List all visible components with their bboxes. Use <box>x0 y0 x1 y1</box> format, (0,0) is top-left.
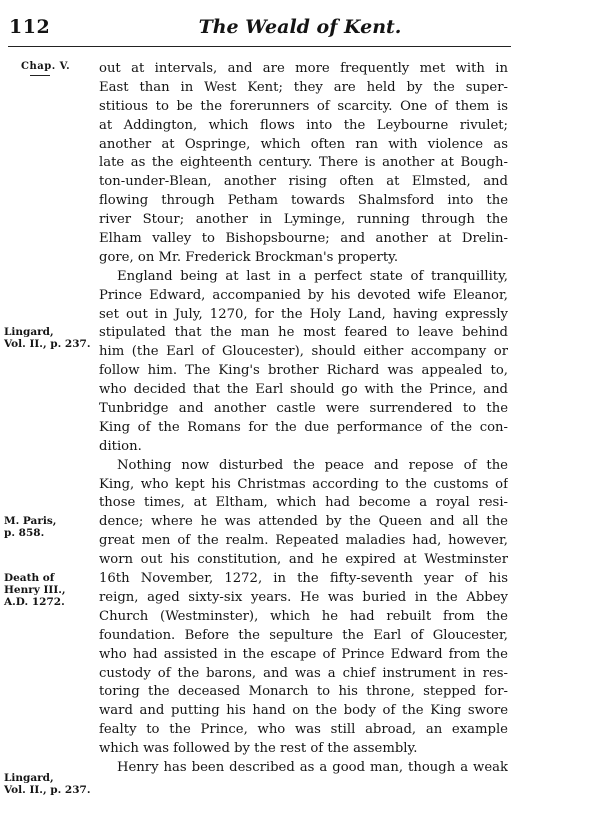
text-line: Elham valley to Bishopsbourne; and another at Drelin- <box>99 231 508 247</box>
margin-note-line: Lingard, <box>4 326 54 338</box>
text-line: stipulated that the man he most feared to leave behind <box>99 325 508 341</box>
text-line: who decided that the Earl should go with the Prince, and <box>99 382 508 398</box>
text-line: him (the Earl of Gloucester), should either accompany or <box>99 344 508 360</box>
text-line: ton-under-Blean, another rising often at Elmsted, and <box>99 174 508 190</box>
chapter-label: Chap. V. <box>21 61 70 76</box>
text-line: those times, at Eltham, which had become a royal resi- <box>99 495 508 511</box>
text-line: Henry has been described as a good man, though a weak <box>117 759 508 775</box>
text-line: follow him. The King's brother Richard was appealed to, <box>99 363 508 379</box>
text-line: late as the eighteenth century. There is another at Bough- <box>99 155 508 171</box>
margin-note-line: p. 858. <box>4 527 45 539</box>
margin-note-line: Vol. II., p. 237. <box>4 784 91 796</box>
margin-note-line: Henry III., <box>4 584 66 596</box>
text-line: dition. <box>99 438 142 454</box>
text-line: King of the Romans for the due performance of the con- <box>99 419 508 435</box>
page-number: 112 <box>9 16 51 38</box>
text-line: fealty to the Prince, who was still abroad, an example <box>99 722 508 738</box>
text-line: foundation. Before the sepulture the Earl of Gloucester, <box>99 627 508 643</box>
text-line: Tunbridge and another castle were surrendered to the <box>99 401 508 417</box>
text-line: Prince Edward, accompanied by his devoted wife Eleanor, <box>99 287 508 303</box>
text-line: who had assisted in the escape of Prince Edward from the <box>99 646 508 662</box>
text-line: reign, aged sixty-six years. He was buried in the Abbey <box>99 589 508 605</box>
text-line: out at intervals, and are more frequently met with in <box>99 61 508 76</box>
text-line: East than in West Kent; they are held by the super- <box>99 79 508 95</box>
text-line: England being at last in a perfect state of tranquillity, <box>117 268 508 284</box>
text-line: toring the deceased Monarch to his throne, stepped for- <box>99 684 508 700</box>
margin-note <box>4 326 91 350</box>
margin-note-line: Death of <box>4 572 55 584</box>
body-text <box>99 60 508 778</box>
text-line: Nothing now disturbed the peace and repose of the <box>117 457 508 473</box>
margin-note-line: Vol. II., p. 237. <box>4 338 91 350</box>
text-line: gore, on Mr. Frederick Brockman's property. <box>99 249 399 265</box>
margin-note-line: Lingard, <box>4 772 54 784</box>
margin-note <box>4 772 91 796</box>
text-line: dence; where he was attended by the Queen and all the <box>99 514 508 530</box>
text-line: river Stour; another in Lyminge, running through the <box>99 212 508 228</box>
running-title: The Weald of Kent. <box>198 16 402 38</box>
text-line: custody of the barons, and was a chief instrument in res- <box>99 665 508 681</box>
margin-note-line: M. Paris, <box>4 515 57 527</box>
text-line: Church (Westminster), which he had rebuilt from the <box>99 608 508 624</box>
text-line: 16th November, 1272, in the fifty-seventh year of his <box>99 571 508 587</box>
text-line: King, who kept his Christmas according to the customs of <box>99 476 508 492</box>
text-line: set out in July, 1270, for the Holy Land, having expressly <box>99 306 508 322</box>
text-line: another at Ospringe, which often ran with violence as <box>99 136 508 152</box>
text-line: great men of the realm. Repeated maladies had, however, <box>99 533 508 549</box>
text-line: ward and putting his hand on the body of the King swore <box>99 703 508 719</box>
text-line: worn out his constitution, and he expired at Westminster <box>99 552 508 568</box>
margin-note-line: A.D. 1272. <box>4 596 65 608</box>
text-line: stitious to be the forerunners of scarcity. One of them is <box>99 98 508 114</box>
text-line: at Addington, which flows into the Leybourne rivulet; <box>99 117 508 133</box>
text-line: which was followed by the rest of the assembly. <box>99 741 418 757</box>
page-header <box>0 10 600 42</box>
margin-note <box>4 572 66 608</box>
text-line: flowing through Petham towards Shalmsford into the <box>99 193 508 209</box>
margin-note <box>4 515 56 539</box>
header-rule <box>8 46 511 47</box>
